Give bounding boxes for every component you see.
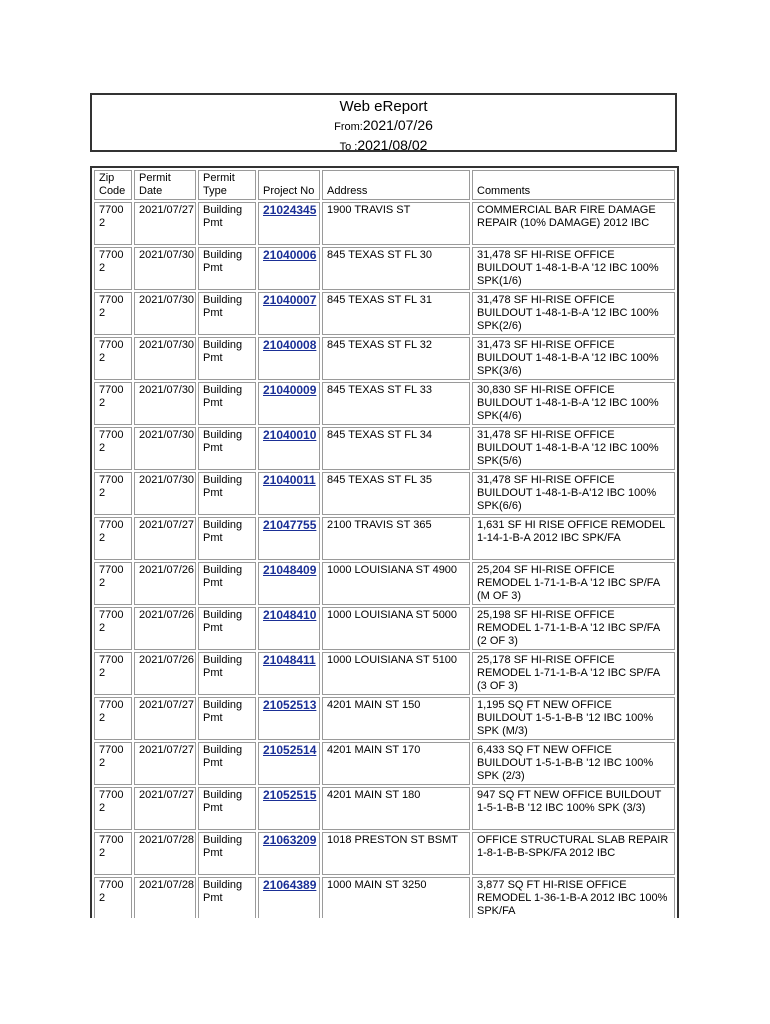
zip-cell: 7700 2 [94, 517, 132, 560]
comments-cell: 31,478 SF HI-RISE OFFICE BUILDOUT 1-48-1-B-A '12 IBC 100% SPK(5/6) [472, 427, 675, 470]
comments-cell: COMMERCIAL BAR FIRE DAMAGE REPAIR (10% DAMAGE) 2012 IBC [472, 202, 675, 245]
table-row [94, 787, 675, 830]
from-date-line [92, 116, 675, 136]
comments-cell: 25,198 SF HI-RISE OFFICE REMODEL 1-71-1-B-A '12 IBC SP/FA (2 OF 3) [472, 607, 675, 650]
permit-type-cell: Building Pmt [198, 697, 256, 740]
permit-type-cell: Building Pmt [198, 742, 256, 785]
project-no-cell [258, 697, 320, 740]
table-row [94, 337, 675, 380]
comments-cell: 25,204 SF HI-RISE OFFICE REMODEL 1-71-1-B-A '12 IBC SP/FA (M OF 3) [472, 562, 675, 605]
header-zip-code: Zip Code [94, 170, 132, 200]
comments-cell: 1,631 SF HI RISE OFFICE REMODEL 1-14-1-B-A 2012 IBC SPK/FA [472, 517, 675, 560]
project-number-link[interactable]: 21063209 [263, 833, 317, 847]
permit-type-cell: Building Pmt [198, 202, 256, 245]
comments-cell: 31,478 SF HI-RISE OFFICE BUILDOUT 1-48-1-B-A '12 IBC 100% SPK(1/6) [472, 247, 675, 290]
from-date: 2021/07/26 [362, 117, 433, 133]
project-no-cell [258, 517, 320, 560]
zip-cell: 7700 2 [94, 472, 132, 515]
address-cell: 845 TEXAS ST FL 31 [322, 292, 470, 335]
to-date-line [92, 136, 675, 156]
zip-cell: 7700 2 [94, 247, 132, 290]
table-row [94, 472, 675, 515]
table-row [94, 877, 675, 918]
table-header-row [94, 170, 675, 200]
project-no-cell [258, 202, 320, 245]
permit-date-cell: 2021/07/27 [134, 202, 196, 245]
project-no-cell [258, 292, 320, 335]
table-row [94, 607, 675, 650]
table-row [94, 202, 675, 245]
header-permit-date: Permit Date [134, 170, 196, 200]
address-cell: 845 TEXAS ST FL 30 [322, 247, 470, 290]
permit-type-cell: Building Pmt [198, 292, 256, 335]
header-permit-type: Permit Type [198, 170, 256, 200]
project-number-link[interactable]: 21052514 [263, 743, 317, 757]
table-row [94, 742, 675, 785]
project-number-link[interactable]: 21048411 [263, 653, 316, 667]
project-number-link[interactable]: 21048410 [263, 608, 317, 622]
table-row [94, 382, 675, 425]
comments-cell: OFFICE STRUCTURAL SLAB REPAIR 1-8-1-B-B-SPK/FA 2012 IBC [472, 832, 675, 875]
permit-type-cell: Building Pmt [198, 382, 256, 425]
address-cell: 2100 TRAVIS ST 365 [322, 517, 470, 560]
zip-cell: 7700 2 [94, 787, 132, 830]
project-number-link[interactable]: 21052513 [263, 698, 317, 712]
permit-date-cell: 2021/07/27 [134, 697, 196, 740]
project-no-cell [258, 877, 320, 918]
permit-date-cell: 2021/07/26 [134, 607, 196, 650]
permit-date-cell: 2021/07/28 [134, 832, 196, 875]
comments-cell: 1,195 SQ FT NEW OFFICE BUILDOUT 1-5-1-B-B '12 IBC 100% SPK (M/3) [472, 697, 675, 740]
permit-type-cell: Building Pmt [198, 517, 256, 560]
comments-cell: 30,830 SF HI-RISE OFFICE BUILDOUT 1-48-1-B-A '12 IBC 100% SPK(4/6) [472, 382, 675, 425]
address-cell: 845 TEXAS ST FL 33 [322, 382, 470, 425]
permit-date-cell: 2021/07/26 [134, 652, 196, 695]
comments-cell: 947 SQ FT NEW OFFICE BUILDOUT 1-5-1-B-B '12 IBC 100% SPK (3/3) [472, 787, 675, 830]
project-number-link[interactable]: 21040011 [263, 473, 316, 487]
project-no-cell [258, 652, 320, 695]
project-number-link[interactable]: 21047755 [263, 518, 317, 532]
project-no-cell [258, 427, 320, 470]
table-row [94, 427, 675, 470]
project-no-cell [258, 382, 320, 425]
project-no-cell [258, 562, 320, 605]
zip-cell: 7700 2 [94, 292, 132, 335]
permit-type-cell: Building Pmt [198, 787, 256, 830]
permit-date-cell: 2021/07/27 [134, 517, 196, 560]
project-number-link[interactable]: 21040006 [263, 248, 317, 262]
report-title: Web eReport [339, 98, 428, 115]
address-cell: 4201 MAIN ST 150 [322, 697, 470, 740]
permit-table [92, 168, 677, 918]
table-row [94, 562, 675, 605]
project-number-link[interactable]: 21040007 [263, 293, 317, 307]
permit-type-cell: Building Pmt [198, 472, 256, 515]
table-row [94, 247, 675, 290]
zip-cell: 7700 2 [94, 742, 132, 785]
project-number-link[interactable]: 21040009 [263, 383, 317, 397]
permit-type-cell: Building Pmt [198, 877, 256, 918]
permit-type-cell: Building Pmt [198, 832, 256, 875]
zip-cell: 7700 2 [94, 202, 132, 245]
zip-cell: 7700 2 [94, 832, 132, 875]
project-number-link[interactable]: 21064389 [263, 878, 317, 892]
table-body [94, 202, 675, 918]
address-cell: 1900 TRAVIS ST [322, 202, 470, 245]
header-project-no: Project No [258, 170, 320, 200]
permit-type-cell: Building Pmt [198, 562, 256, 605]
comments-cell: 31,478 SF HI-RISE OFFICE BUILDOUT 1-48-1-B-A'12 IBC 100% SPK(6/6) [472, 472, 675, 515]
project-no-cell [258, 472, 320, 515]
to-label: To : [339, 141, 358, 153]
permit-date-cell: 2021/07/26 [134, 562, 196, 605]
permit-date-cell: 2021/07/30 [134, 337, 196, 380]
project-no-cell [258, 832, 320, 875]
address-cell: 1000 LOUISIANA ST 5000 [322, 607, 470, 650]
permit-date-cell: 2021/07/27 [134, 787, 196, 830]
permit-date-cell: 2021/07/30 [134, 427, 196, 470]
report-header [90, 93, 677, 152]
project-number-link[interactable]: 21040010 [263, 428, 317, 442]
project-number-link[interactable]: 21024345 [263, 203, 317, 217]
project-no-cell [258, 787, 320, 830]
comments-cell: 31,473 SF HI-RISE OFFICE BUILDOUT 1-48-1-B-A '12 IBC 100% SPK(3/6) [472, 337, 675, 380]
zip-cell: 7700 2 [94, 562, 132, 605]
zip-cell: 7700 2 [94, 337, 132, 380]
permit-date-cell: 2021/07/30 [134, 247, 196, 290]
permit-type-cell: Building Pmt [198, 607, 256, 650]
address-cell: 4201 MAIN ST 180 [322, 787, 470, 830]
address-cell: 4201 MAIN ST 170 [322, 742, 470, 785]
project-number-link[interactable]: 21048409 [263, 563, 317, 577]
address-cell: 1000 LOUISIANA ST 5100 [322, 652, 470, 695]
address-cell: 1018 PRESTON ST BSMT [322, 832, 470, 875]
address-cell: 845 TEXAS ST FL 32 [322, 337, 470, 380]
from-label: From: [334, 121, 363, 133]
to-date: 2021/08/02 [357, 137, 428, 153]
address-cell: 845 TEXAS ST FL 35 [322, 472, 470, 515]
table-row [94, 697, 675, 740]
permit-type-cell: Building Pmt [198, 427, 256, 470]
project-number-link[interactable]: 21052515 [263, 788, 317, 802]
permit-type-cell: Building Pmt [198, 652, 256, 695]
project-number-link[interactable]: 21040008 [263, 338, 317, 352]
permit-type-cell: Building Pmt [198, 247, 256, 290]
project-no-cell [258, 337, 320, 380]
table-row [94, 652, 675, 695]
header-comments: Comments [472, 170, 675, 200]
header-address: Address [322, 170, 470, 200]
permit-date-cell: 2021/07/27 [134, 742, 196, 785]
permit-date-cell: 2021/07/30 [134, 472, 196, 515]
comments-cell: 31,478 SF HI-RISE OFFICE BUILDOUT 1-48-1-B-A '12 IBC 100% SPK(2/6) [472, 292, 675, 335]
address-cell: 1000 LOUISIANA ST 4900 [322, 562, 470, 605]
comments-cell: 3,877 SQ FT HI-RISE OFFICE REMODEL 1-36-1-B-A 2012 IBC 100% SPK/FA [472, 877, 675, 918]
table-row [94, 517, 675, 560]
project-no-cell [258, 742, 320, 785]
permit-table-container [90, 166, 679, 918]
comments-cell: 25,178 SF HI-RISE OFFICE REMODEL 1-71-1-B-A '12 IBC SP/FA (3 OF 3) [472, 652, 675, 695]
zip-cell: 7700 2 [94, 877, 132, 918]
permit-date-cell: 2021/07/30 [134, 382, 196, 425]
zip-cell: 7700 2 [94, 652, 132, 695]
zip-cell: 7700 2 [94, 382, 132, 425]
address-cell: 1000 MAIN ST 3250 [322, 877, 470, 918]
project-no-cell [258, 247, 320, 290]
table-row [94, 292, 675, 335]
permit-date-cell: 2021/07/30 [134, 292, 196, 335]
comments-cell: 6,433 SQ FT NEW OFFICE BUILDOUT 1-5-1-B-B '12 IBC 100% SPK (2/3) [472, 742, 675, 785]
address-cell: 845 TEXAS ST FL 34 [322, 427, 470, 470]
zip-cell: 7700 2 [94, 697, 132, 740]
permit-type-cell: Building Pmt [198, 337, 256, 380]
zip-cell: 7700 2 [94, 427, 132, 470]
permit-date-cell: 2021/07/28 [134, 877, 196, 918]
zip-cell: 7700 2 [94, 607, 132, 650]
project-no-cell [258, 607, 320, 650]
table-row [94, 832, 675, 875]
